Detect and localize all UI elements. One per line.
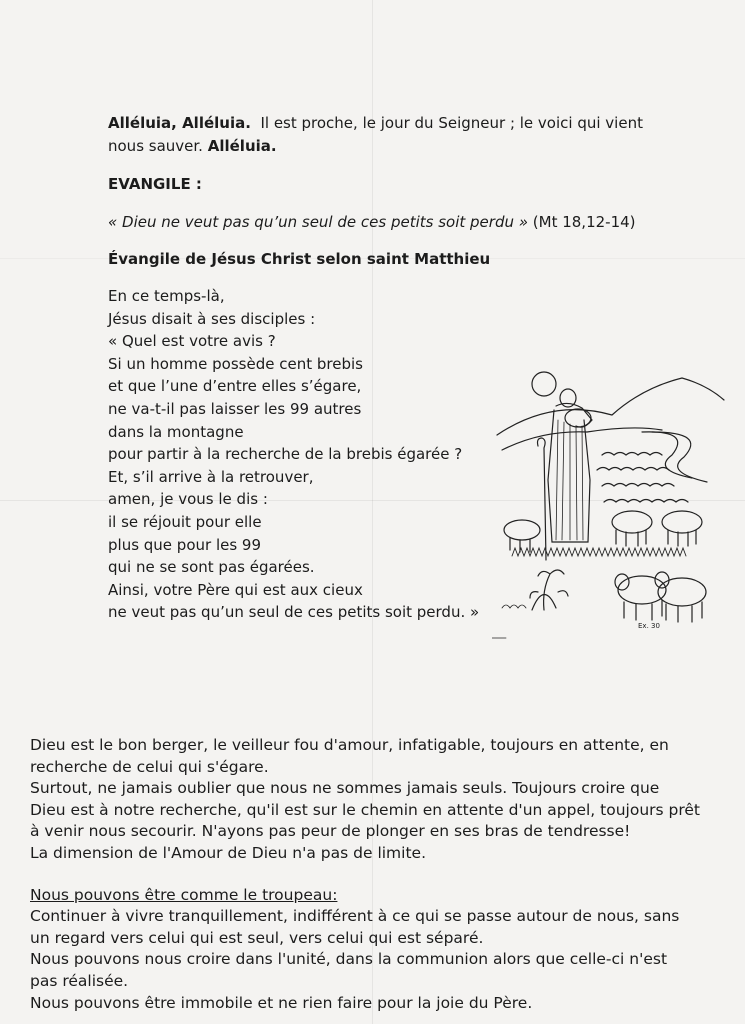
reflection-line: à venir nous secourir. N'ayons pas peur de plonger en ses bras de tendresse! [30,822,631,841]
reflection-line: Nous pouvons nous croire dans l'unité, dans la communion alors que celle-ci n'est [30,950,668,969]
gospel-heading: EVANGILE : [108,175,202,193]
gospel-subtitle: Évangile de Jésus Christ selon saint Matthieu [108,250,491,268]
reflection-line: pas réalisée. [30,971,129,990]
gospel-line: Ainsi, votre Père qui est aux cieux [108,580,363,599]
reflection-line: recherche de celui qui s'égare. [30,757,269,776]
reflection-section [30,735,730,1014]
alleluia-acclamation-end: Alléluia. [207,137,277,155]
shepherd-shoulders [556,403,592,427]
gospel-line: Jésus disait à ses disciples : [108,309,316,328]
hill-line [497,378,724,435]
alleluia-acclamation: Alléluia, Alléluia. [108,114,251,132]
bush-icon [530,570,568,610]
alleluia-text: Il est proche, le jour du Seigneur ; le voici qui vient [260,114,643,132]
gospel-line: qui ne se sont pas égarées. [108,558,315,577]
alleluia-text-cont: nous sauver. [108,137,203,155]
gospel-line: En ce temps-là, [108,287,225,305]
gospel-line: plus que pour les 99 [108,535,262,554]
reflection-line: Surtout, ne jamais oublier que nous ne sommes jamais seuls. Toujours croire que [30,779,660,798]
reflection-line: Nous pouvons être immobile et ne rien faire pour la joie du Père. [30,993,533,1012]
illustration-caption: Ex. 30 [638,622,660,630]
alleluia-verse [108,112,698,158]
robe-stripes [556,420,583,540]
carried-sheep [565,409,591,427]
gospel-line: Et, s’il arrive à la retrouver, [108,467,314,486]
paragraph-spacer [30,865,730,885]
reflection-line: Dieu est le bon berger, le veilleur fou d'amour, infatigable, toujours en attente, en [30,736,669,754]
reflection-line: un regard vers celui qui est seul, vers celui qui est séparé. [30,928,484,947]
sun-icon [532,372,556,396]
gospel-line: Si un homme possède cent brebis [108,354,363,373]
shepherd-illustration [492,360,732,650]
shepherd-robe [548,410,590,542]
gospel-line: « Quel est votre avis ? [108,332,276,351]
reflection-line: La dimension de l'Amour de Dieu n'a pas de limite. [30,843,426,862]
gospel-reference-line [108,211,698,234]
sheep-icon [504,520,540,540]
gospel-citation: (Mt 18,12-14) [532,213,636,231]
gospel-line: et que l’une d’entre elles s’égare, [108,377,362,396]
flock-line [604,500,688,503]
shepherd-with-sheep-illustration-icon [492,360,732,650]
gospel-line: amen, je vous le dis : [108,490,268,509]
signature-mark [502,605,526,608]
troupeau-heading: Nous pouvons être comme le troupeau: [30,885,338,904]
gospel-line: pour partir à la recherche de la brebis égarée ? [108,445,463,464]
gospel-line: ne veut pas qu’un seul de ces petits soit perdu. » [108,603,480,622]
staff-icon [538,438,547,560]
grass-line [512,548,686,556]
flock-line [597,468,669,471]
reflection-line: Dieu est à notre recherche, qu'il est sur le chemin en attente d'un appel, toujours prêt [30,800,700,819]
gospel-line: ne va-t-il pas laisser les 99 autres [108,399,362,418]
gospel-line: dans la montagne [108,422,244,441]
flock-line [602,484,674,487]
gospel-line: il se réjouit pour elle [108,512,262,531]
flock-line [602,453,662,456]
gospel-quote: « Dieu ne veut pas qu’un seul de ces petits soit perdu » [108,213,528,231]
reflection-line: Continuer à vivre tranquillement, indifférent à ce qui se passe autour de nous, sans [30,907,680,926]
